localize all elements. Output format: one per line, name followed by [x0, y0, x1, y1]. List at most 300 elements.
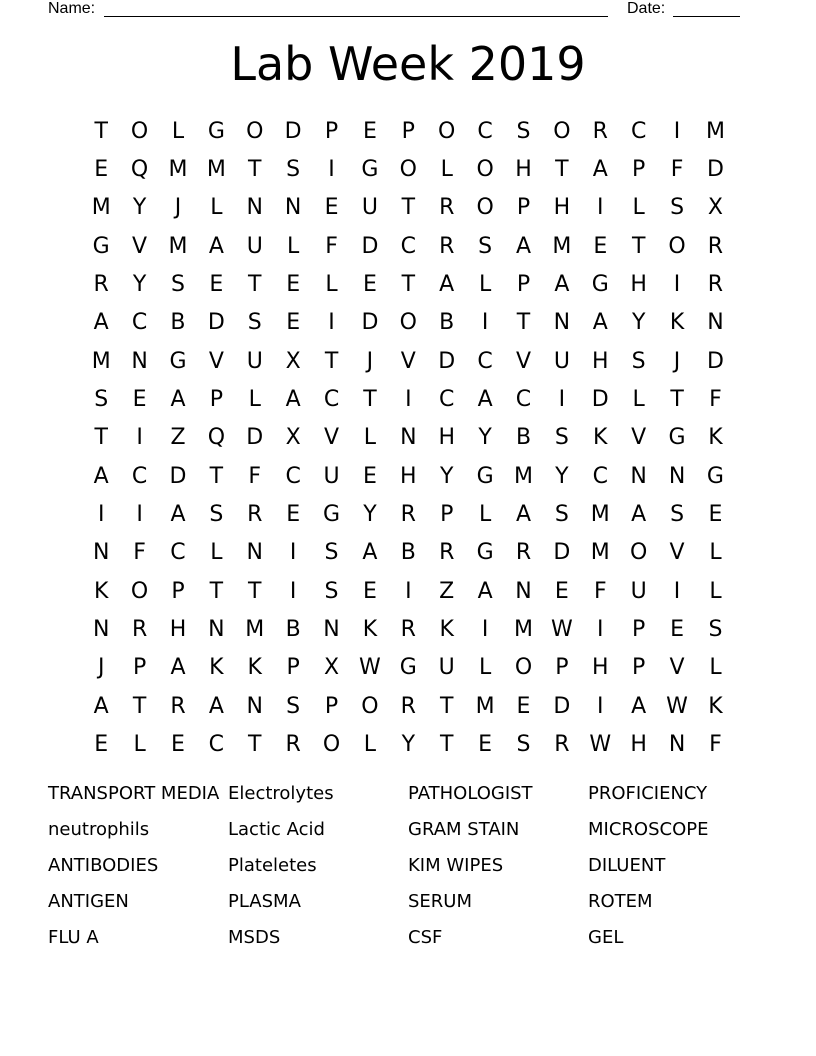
grid-letter: I: [289, 578, 297, 604]
grid-letter: S: [631, 348, 646, 374]
grid-letter: R: [400, 693, 416, 719]
grid-letter: T: [439, 732, 454, 758]
grid-letter: A: [592, 310, 608, 336]
grid-letter: M: [590, 540, 610, 566]
grid-letter: I: [328, 157, 335, 183]
grid-letter: O: [630, 540, 648, 566]
grid-letter: N: [92, 540, 110, 566]
grid-letter: Y: [555, 463, 569, 489]
grid-letter: V: [669, 540, 685, 566]
grid-letter: V: [400, 348, 416, 374]
grid-letter: E: [554, 578, 569, 604]
grid-letter: R: [515, 540, 532, 566]
grid-letter: A: [631, 502, 647, 528]
grid-letter: B: [439, 310, 455, 336]
grid-letter: P: [516, 272, 531, 298]
grid-letter: W: [359, 655, 381, 681]
grid-letter: N: [284, 195, 302, 221]
grid-letter: Y: [631, 310, 646, 336]
letter-grid: [82, 112, 736, 764]
grid-letter: P: [286, 655, 300, 681]
grid-letter: I: [481, 617, 489, 643]
grid-letter: H: [630, 732, 647, 758]
grid-letter: K: [247, 655, 262, 681]
word-list-item: ANTIGEN: [48, 890, 129, 912]
grid-letter: T: [94, 118, 108, 144]
page-title: Lab Week 2019: [230, 37, 586, 91]
grid-letter: L: [440, 157, 453, 183]
grid-letter: U: [361, 195, 378, 221]
grid-letter: C: [439, 387, 455, 413]
grid-letter: A: [208, 693, 224, 719]
grid-letter: I: [405, 387, 412, 413]
grid-letter: X: [324, 655, 340, 681]
grid-letter: E: [362, 272, 377, 298]
word-list-item: PLASMA: [228, 890, 301, 912]
grid-letter: A: [515, 502, 532, 528]
grid-letter: A: [93, 310, 109, 336]
grid-letter: W: [589, 732, 612, 758]
grid-letter: O: [514, 655, 533, 681]
grid-letter: W: [666, 693, 688, 719]
grid-letter: L: [210, 540, 223, 566]
grid-letter: N: [131, 348, 148, 374]
grid-letter: L: [287, 233, 300, 259]
grid-letter: V: [515, 348, 532, 374]
grid-letter: E: [362, 578, 377, 604]
grid-letter: R: [592, 118, 608, 144]
grid-letter: V: [208, 348, 224, 374]
grid-letter: L: [133, 732, 146, 758]
date-label: Date:: [627, 0, 666, 17]
grid-letter: A: [93, 693, 109, 719]
grid-letter: S: [247, 310, 262, 336]
grid-letter: K: [708, 425, 723, 451]
grid-letter: R: [93, 272, 109, 298]
grid-letter: E: [324, 195, 339, 221]
grid-letter: E: [286, 310, 301, 336]
grid-letter: Q: [130, 157, 149, 183]
grid-letter: T: [248, 157, 262, 183]
grid-letter: D: [246, 425, 264, 451]
grid-letter: C: [170, 540, 186, 566]
grid-letter: M: [206, 157, 226, 183]
grid-letter: K: [669, 310, 685, 336]
grid-letter: R: [439, 540, 455, 566]
grid-letter: F: [670, 157, 684, 183]
name-field-line: [104, 0, 608, 17]
grid-letter: X: [707, 195, 723, 221]
grid-letter: H: [553, 195, 571, 221]
word-list-item: ROTEM: [588, 890, 653, 912]
grid-letter: Y: [132, 195, 147, 221]
grid-letter: G: [323, 502, 341, 528]
grid-letter: A: [554, 272, 570, 298]
grid-letter: S: [478, 233, 493, 259]
grid-letter: L: [248, 387, 261, 413]
grid-letter: P: [555, 655, 569, 681]
grid-letter: A: [592, 157, 608, 183]
grid-letter: H: [438, 425, 455, 451]
grid-letter: Z: [170, 425, 186, 451]
grid-letter: U: [246, 348, 263, 374]
grid-letter: D: [706, 348, 724, 374]
grid-letter: A: [477, 387, 493, 413]
grid-letter: T: [209, 578, 224, 604]
grid-letter: T: [209, 463, 224, 489]
grid-letter: I: [673, 578, 681, 604]
grid-letter: H: [592, 655, 609, 681]
grid-letter: I: [136, 425, 143, 451]
grid-letter: L: [363, 732, 377, 758]
grid-letter: L: [210, 195, 223, 221]
grid-letter: E: [362, 463, 377, 489]
grid-letter: F: [325, 233, 338, 259]
grid-letter: D: [438, 348, 456, 374]
word-list-item: Lactic Acid: [228, 819, 325, 841]
word-list-item: PATHOLOGIST: [408, 783, 533, 805]
grid-letter: G: [399, 655, 417, 681]
grid-letter: T: [94, 425, 108, 451]
grid-letter: T: [363, 387, 377, 413]
grid-letter: O: [246, 118, 264, 144]
grid-letter: I: [558, 387, 566, 413]
grid-letter: E: [516, 693, 531, 719]
grid-letter: Y: [363, 502, 377, 528]
grid-letter: D: [553, 540, 571, 566]
grid-letter: E: [132, 387, 147, 413]
grid-letter: M: [514, 463, 533, 489]
grid-letter: T: [516, 310, 531, 336]
grid-letter: V: [132, 233, 148, 259]
word-list-item: ANTIBODIES: [48, 854, 159, 876]
grid-letter: L: [478, 655, 492, 681]
grid-letter: Y: [439, 463, 454, 489]
grid-letter: P: [324, 118, 339, 144]
word-list-item: GRAM STAIN: [408, 819, 520, 841]
grid-letter: M: [705, 118, 725, 144]
header-line: [48, 0, 748, 20]
grid-letter: A: [362, 540, 378, 566]
grid-letter: G: [668, 425, 686, 451]
grid-letter: I: [97, 502, 105, 528]
grid-letter: F: [248, 463, 262, 489]
grid-letter: Y: [132, 272, 147, 298]
grid-letter: I: [597, 617, 604, 643]
grid-letter: G: [476, 540, 494, 566]
grid-letter: P: [632, 157, 646, 183]
grid-letter: S: [324, 578, 339, 604]
grid-letter: Q: [207, 425, 226, 451]
grid-letter: L: [632, 195, 645, 221]
grid-letter: U: [323, 463, 340, 489]
grid-letter: P: [516, 195, 531, 221]
grid-letter: G: [207, 118, 225, 144]
grid-letter: C: [285, 463, 301, 489]
grid-letter: E: [209, 272, 224, 298]
grid-letter: R: [247, 502, 263, 528]
grid-letter: R: [131, 617, 148, 643]
grid-letter: A: [285, 387, 301, 413]
grid-letter: S: [554, 502, 569, 528]
grid-letter: N: [400, 425, 417, 451]
grid-letter: O: [438, 118, 456, 144]
grid-letter: O: [399, 157, 417, 183]
grid-letter: S: [554, 425, 569, 451]
grid-letter: M: [91, 195, 111, 221]
grid-letter: S: [170, 272, 185, 298]
grid-letter: A: [515, 233, 532, 259]
grid-letter: R: [170, 693, 186, 719]
grid-letter: N: [668, 732, 686, 758]
grid-letter: I: [481, 310, 489, 336]
grid-letter: M: [168, 157, 188, 183]
grid-letter: H: [400, 463, 417, 489]
grid-letter: E: [478, 732, 493, 758]
grid-letter: D: [553, 693, 571, 719]
grid-letter: J: [174, 195, 182, 221]
word-list-item: TRANSPORT MEDIA: [48, 783, 220, 805]
grid-letter: B: [285, 617, 301, 643]
grid-letter: C: [131, 463, 148, 489]
grid-letter: L: [171, 118, 185, 144]
grid-letter: G: [361, 157, 379, 183]
grid-letter: O: [130, 578, 149, 604]
grid-letter: S: [708, 617, 723, 643]
grid-letter: C: [400, 233, 416, 259]
word-list-item: GEL: [588, 926, 624, 948]
grid-letter: L: [325, 272, 338, 298]
grid-letter: P: [632, 617, 646, 643]
grid-letter: H: [592, 348, 609, 374]
grid-letter: C: [515, 387, 532, 413]
grid-letter: O: [361, 693, 379, 719]
grid-letter: E: [171, 732, 185, 758]
word-list-item: CSF: [408, 926, 443, 948]
grid-letter: M: [91, 348, 111, 374]
grid-letter: E: [362, 118, 377, 144]
grid-letter: S: [286, 157, 301, 183]
grid-letter: S: [209, 502, 224, 528]
grid-letter: R: [554, 732, 570, 758]
grid-letter: K: [708, 693, 723, 719]
grid-letter: A: [208, 233, 224, 259]
grid-letter: L: [478, 502, 492, 528]
word-list-item: DILUENT: [588, 854, 666, 876]
grid-letter: T: [248, 732, 262, 758]
grid-letter: D: [207, 310, 225, 336]
word-list-item: Plateletes: [228, 854, 317, 876]
grid-letter: R: [400, 502, 416, 528]
grid-letter: N: [208, 617, 225, 643]
grid-letter: S: [670, 195, 685, 221]
grid-letter: N: [553, 310, 571, 336]
grid-letter: O: [399, 310, 417, 336]
grid-letter: C: [630, 118, 647, 144]
grid-letter: T: [401, 195, 416, 221]
grid-letter: C: [323, 387, 340, 413]
grid-letter: F: [709, 732, 722, 758]
grid-letter: P: [324, 693, 339, 719]
grid-letter: S: [670, 502, 685, 528]
grid-letter: K: [593, 425, 608, 451]
grid-letter: A: [631, 693, 647, 719]
grid-letter: D: [706, 157, 724, 183]
grid-letter: K: [93, 578, 109, 604]
grid-letter: O: [553, 118, 571, 144]
grid-letter: S: [516, 732, 531, 758]
grid-letter: A: [170, 387, 186, 413]
grid-letter: T: [631, 233, 646, 259]
grid-letter: N: [246, 540, 263, 566]
grid-letter: M: [590, 502, 610, 528]
word-list: [48, 776, 768, 955]
grid-letter: U: [246, 233, 263, 259]
grid-letter: I: [673, 118, 681, 144]
grid-letter: K: [362, 617, 378, 643]
grid-letter: N: [515, 578, 532, 604]
grid-letter: U: [553, 348, 570, 374]
grid-letter: T: [555, 157, 569, 183]
grid-letter: N: [668, 463, 686, 489]
grid-letter: D: [169, 463, 187, 489]
grid-letter: P: [171, 578, 185, 604]
grid-letter: V: [631, 425, 647, 451]
grid-letter: D: [284, 118, 302, 144]
grid-letter: H: [169, 617, 187, 643]
grid-letter: L: [632, 387, 645, 413]
grid-letter: I: [289, 540, 297, 566]
word-list-item: KIM WIPES: [408, 854, 504, 876]
grid-letter: B: [515, 425, 532, 451]
grid-letter: D: [361, 310, 379, 336]
grid-letter: A: [439, 272, 455, 298]
grid-letter: T: [248, 578, 262, 604]
grid-letter: L: [709, 540, 722, 566]
grid-letter: L: [478, 272, 492, 298]
grid-letter: U: [630, 578, 647, 604]
grid-letter: X: [285, 348, 301, 374]
grid-letter: S: [516, 118, 531, 144]
grid-letter: A: [93, 463, 109, 489]
grid-letter: E: [593, 233, 608, 259]
grid-letter: P: [440, 502, 454, 528]
grid-letter: A: [170, 655, 186, 681]
grid-letter: M: [475, 693, 495, 719]
grid-letter: R: [439, 233, 455, 259]
grid-letter: J: [366, 348, 374, 374]
name-label: Name:: [48, 0, 96, 17]
grid-letter: T: [670, 387, 684, 413]
grid-letter: M: [552, 233, 572, 259]
grid-letter: E: [94, 732, 109, 758]
grid-letter: L: [363, 425, 377, 451]
grid-letter: L: [709, 578, 722, 604]
grid-letter: G: [591, 272, 609, 298]
grid-letter: I: [673, 272, 681, 298]
grid-letter: X: [285, 425, 301, 451]
grid-letter: G: [169, 348, 187, 374]
grid-letter: G: [706, 463, 724, 489]
grid-letter: R: [400, 617, 416, 643]
grid-letter: N: [92, 617, 110, 643]
grid-letter: Z: [439, 578, 455, 604]
grid-letter: Y: [401, 732, 416, 758]
grid-letter: C: [131, 310, 148, 336]
grid-letter: O: [130, 118, 149, 144]
grid-letter: N: [246, 195, 263, 221]
grid-letter: I: [405, 578, 412, 604]
grid-letter: V: [669, 655, 685, 681]
grid-letter: M: [245, 617, 265, 643]
grid-letter: N: [246, 693, 263, 719]
grid-letter: D: [361, 233, 379, 259]
grid-letter: N: [630, 463, 647, 489]
grid-letter: K: [439, 617, 454, 643]
grid-letter: R: [439, 195, 455, 221]
grid-letter: I: [597, 693, 604, 719]
grid-letter: C: [208, 732, 225, 758]
grid-letter: A: [477, 578, 493, 604]
grid-letter: C: [477, 118, 493, 144]
grid-letter: O: [476, 195, 494, 221]
grid-letter: J: [673, 348, 681, 374]
grid-letter: M: [514, 617, 533, 643]
grid-letter: R: [707, 233, 724, 259]
grid-letter: K: [209, 655, 224, 681]
grid-letter: T: [324, 348, 339, 374]
grid-letter: W: [551, 617, 573, 643]
grid-letter: P: [132, 655, 147, 681]
grid-letter: A: [170, 502, 186, 528]
grid-letter: E: [286, 272, 301, 298]
grid-letter: F: [709, 387, 722, 413]
grid-letter: P: [209, 387, 223, 413]
grid-letter: L: [709, 655, 722, 681]
grid-letter: V: [324, 425, 340, 451]
word-list-item: MSDS: [228, 926, 281, 948]
grid-letter: H: [630, 272, 647, 298]
grid-letter: I: [597, 195, 604, 221]
grid-letter: B: [170, 310, 186, 336]
grid-letter: B: [400, 540, 416, 566]
grid-letter: G: [476, 463, 494, 489]
grid-letter: Y: [478, 425, 492, 451]
grid-letter: E: [708, 502, 723, 528]
grid-letter: T: [401, 272, 416, 298]
word-list-item: FLU A: [48, 926, 99, 948]
date-field-line: [673, 0, 740, 17]
grid-letter: G: [92, 233, 110, 259]
grid-letter: D: [591, 387, 609, 413]
grid-letter: O: [476, 157, 494, 183]
word-list-item: SERUM: [408, 890, 473, 912]
grid-letter: T: [248, 272, 262, 298]
grid-letter: C: [592, 463, 608, 489]
grid-letter: S: [286, 693, 301, 719]
word-list-item: PROFICIENCY: [588, 783, 708, 805]
grid-letter: N: [323, 617, 340, 643]
word-list-item: MICROSCOPE: [588, 819, 709, 841]
grid-letter: C: [477, 348, 493, 374]
grid-letter: E: [286, 502, 301, 528]
grid-letter: U: [438, 655, 455, 681]
grid-letter: E: [670, 617, 684, 643]
grid-letter: I: [136, 502, 143, 528]
grid-letter: T: [439, 693, 454, 719]
grid-letter: J: [97, 655, 105, 681]
grid-letter: I: [328, 310, 335, 336]
